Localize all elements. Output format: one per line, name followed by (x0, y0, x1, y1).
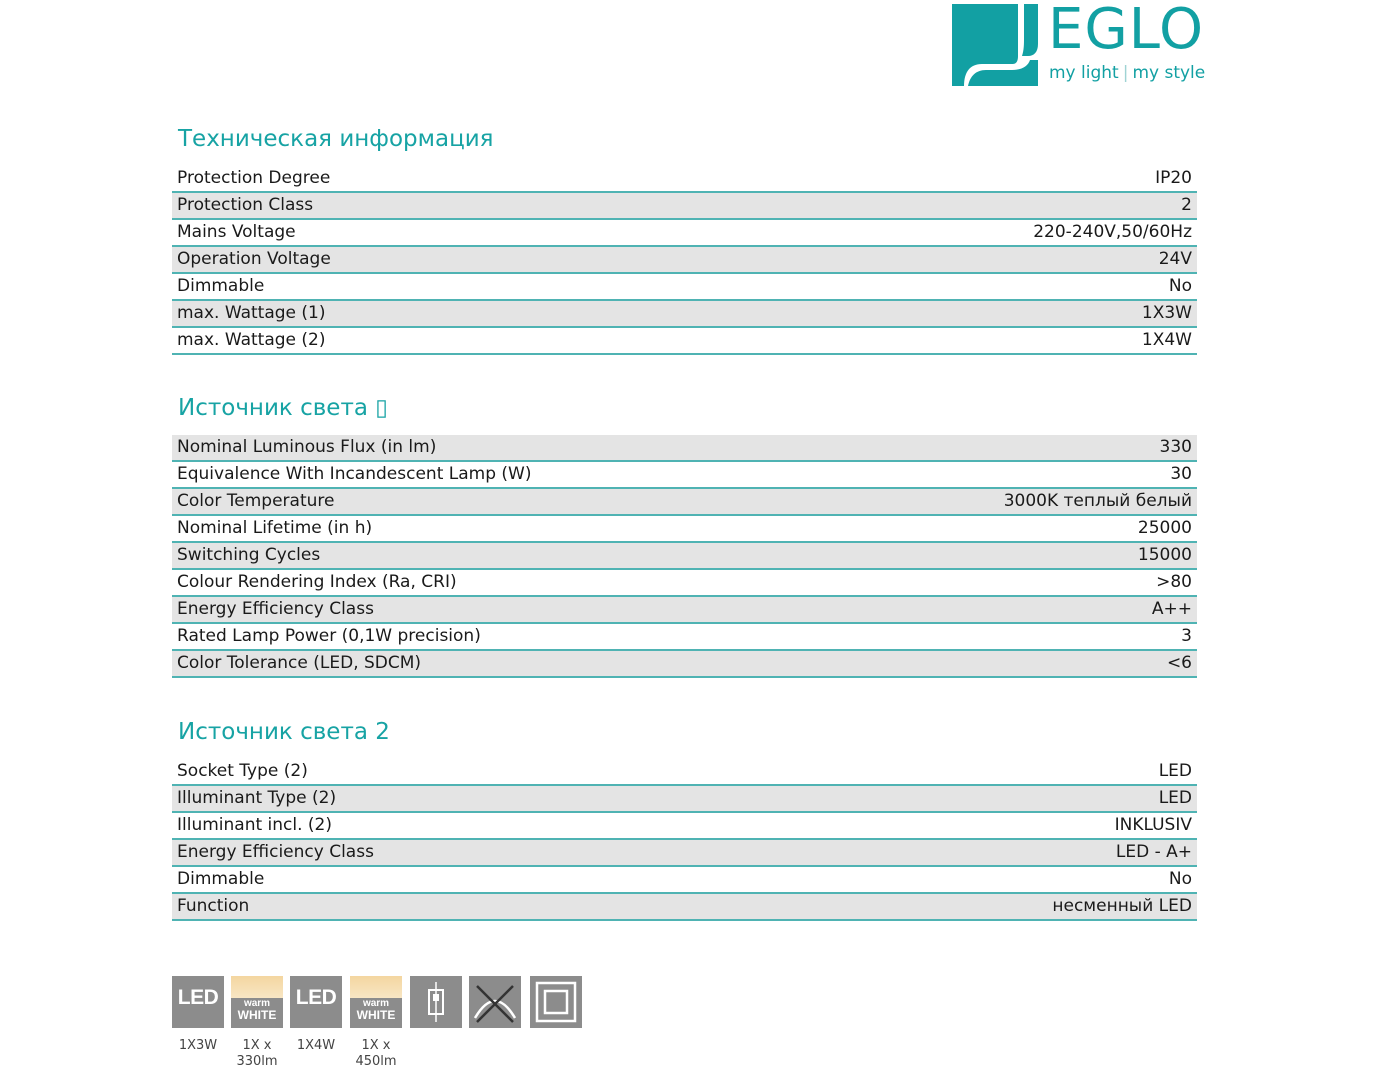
eglo-logo-mark-icon (952, 4, 1038, 86)
row-value: 220-240V,50/60Hz (685, 219, 1198, 246)
table-row (172, 542, 1197, 569)
row-value: No (685, 273, 1198, 300)
icon-caption-line: 330lm (236, 1054, 278, 1069)
icon-caption-line: 1X x (242, 1038, 272, 1053)
eglo-logo (952, 0, 1206, 88)
switch-icon (410, 976, 462, 1028)
table-row (172, 435, 1197, 461)
led-icon (290, 976, 342, 1028)
row-value: 1X3W (685, 300, 1198, 327)
row-value: <6 (685, 650, 1198, 677)
row-label: Socket Type (2) (172, 759, 685, 785)
row-label: max. Wattage (2) (172, 327, 685, 354)
table-row (172, 515, 1197, 542)
led-icon-label: LED (177, 986, 219, 1009)
row-label: Color Temperature (172, 488, 685, 515)
brand-name: EGLO (1048, 0, 1205, 62)
row-label: Nominal Lifetime (in h) (172, 515, 685, 542)
table-row (172, 488, 1197, 515)
row-value: 3000K теплый белый (685, 488, 1198, 515)
protection-class-2-icon (530, 976, 582, 1028)
table-row (172, 246, 1197, 273)
table-row (172, 650, 1197, 677)
row-value: 25000 (685, 515, 1198, 542)
table-row (172, 300, 1197, 327)
row-value: >80 (685, 569, 1198, 596)
spec-table (172, 435, 1197, 678)
row-value: 3 (685, 623, 1198, 650)
row-label: Illuminant Type (2) (172, 785, 685, 812)
technical-info-section (172, 124, 1197, 355)
row-label: Equivalence With Incandescent Lamp (W) (172, 461, 685, 488)
row-value: A++ (685, 596, 1198, 623)
row-value: LED - A+ (685, 839, 1198, 866)
warm-label: warm (362, 998, 390, 1009)
row-label: Colour Rendering Index (Ra, CRI) (172, 569, 685, 596)
table-row (172, 219, 1197, 246)
row-value: 24V (685, 246, 1198, 273)
row-label: Illuminant incl. (2) (172, 812, 685, 839)
table-row (172, 839, 1197, 866)
table-row (172, 192, 1197, 219)
icon-caption (168, 1038, 228, 1054)
icon-caption-line: 450lm (355, 1054, 397, 1069)
table-row (172, 759, 1197, 785)
row-label: Energy Efficiency Class (172, 839, 685, 866)
table-row (172, 569, 1197, 596)
row-value: 30 (685, 461, 1198, 488)
icon-caption (346, 1038, 406, 1070)
light-source-2-section (172, 717, 1197, 921)
not-dimmable-icon (469, 976, 521, 1028)
row-value: IP20 (685, 166, 1198, 192)
row-value: 2 (685, 192, 1198, 219)
warm-white-icon (350, 976, 402, 1028)
section-title: Источник света 2 (178, 719, 390, 745)
row-label: Energy Efficiency Class (172, 596, 685, 623)
white-label: WHITE (356, 1008, 396, 1022)
row-label: Switching Cycles (172, 542, 685, 569)
row-value: No (685, 866, 1198, 893)
table-row (172, 166, 1197, 192)
tagline-left: my light (1049, 63, 1119, 83)
tagline-separator: | (1122, 63, 1129, 83)
row-label: Operation Voltage (172, 246, 685, 273)
row-label: Function (172, 893, 685, 920)
row-value: 330 (685, 435, 1198, 461)
led-icon (172, 976, 224, 1028)
warm-glow (231, 976, 283, 998)
icon-caption-line: 1X x (361, 1038, 391, 1053)
section-title: Источник света ▯ (178, 395, 388, 421)
row-label: Nominal Luminous Flux (in lm) (172, 435, 685, 461)
row-label: Protection Degree (172, 166, 685, 192)
icon-caption (227, 1038, 287, 1070)
row-value: несменный LED (685, 893, 1198, 920)
table-row (172, 785, 1197, 812)
row-label: Mains Voltage (172, 219, 685, 246)
row-label: Color Tolerance (LED, SDCM) (172, 650, 685, 677)
row-label: max. Wattage (1) (172, 300, 685, 327)
table-row (172, 866, 1197, 893)
spec-table (172, 166, 1197, 355)
brand-tagline (1049, 63, 1205, 83)
table-row (172, 327, 1197, 354)
warm-label: warm (243, 998, 271, 1009)
led-icon-label: LED (295, 986, 337, 1009)
white-label: WHITE (237, 1008, 277, 1022)
row-label: Dimmable (172, 866, 685, 893)
table-row (172, 623, 1197, 650)
row-value: INKLUSIV (685, 812, 1198, 839)
light-source-section (172, 393, 1197, 678)
section-title: Техническая информация (178, 126, 494, 152)
table-row (172, 893, 1197, 920)
icon-caption-line: 1X4W (296, 1038, 336, 1053)
table-row (172, 273, 1197, 300)
row-label: Protection Class (172, 192, 685, 219)
icon-caption-line: 1X3W (178, 1038, 218, 1053)
row-label: Rated Lamp Power (0,1W precision) (172, 623, 685, 650)
row-value: LED (685, 785, 1198, 812)
warm-glow (350, 976, 402, 998)
table-row (172, 461, 1197, 488)
table-row (172, 812, 1197, 839)
row-value: 15000 (685, 542, 1198, 569)
row-label: Dimmable (172, 273, 685, 300)
table-row (172, 596, 1197, 623)
warm-white-icon (231, 976, 283, 1028)
spec-table (172, 759, 1197, 921)
row-value: LED (685, 759, 1198, 785)
tagline-right: my style (1132, 63, 1206, 83)
icon-caption (286, 1038, 346, 1054)
row-value: 1X4W (685, 327, 1198, 354)
